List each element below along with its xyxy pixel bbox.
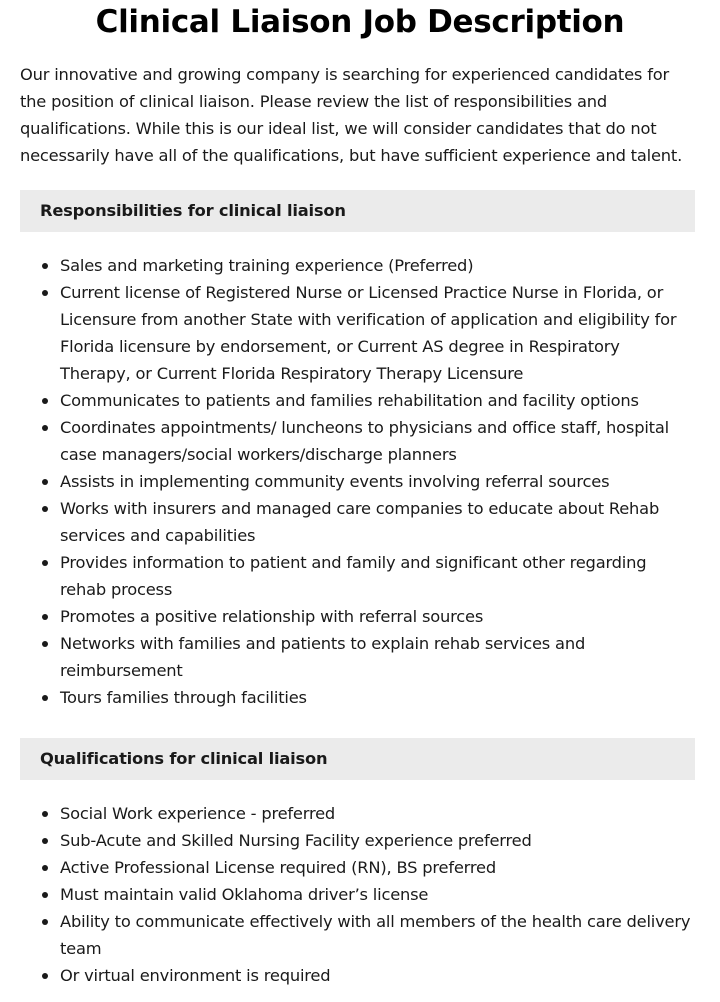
bullet-icon <box>42 908 48 935</box>
bullet-icon <box>42 962 48 989</box>
list-item <box>60 495 695 549</box>
list-item-text: Promotes a positive relationship with referral sources <box>60 607 484 626</box>
list-item <box>60 908 695 962</box>
list-item-text: Provides information to patient and family and significant other regarding rehab process <box>60 553 647 599</box>
list-item-text: Current license of Registered Nurse or Licensed Practice Nurse in Florida, or Licensure from another State with verification of application and eligibility for Florida licensure by endorsement, or Current AS degree in Respiratory Therapy, or Current Florida Respiratory Therapy Licensure <box>60 283 677 383</box>
responsibilities-heading: Responsibilities for clinical liaison <box>20 190 695 232</box>
bullet-icon <box>42 603 48 630</box>
qualifications-list <box>0 800 720 989</box>
list-item-text: Or virtual environment is required <box>60 966 331 985</box>
list-item <box>60 800 695 827</box>
list-item-text: Coordinates appointments/ luncheons to physicians and office staff, hospital case managers/social workers/discharge planners <box>60 418 669 464</box>
list-item-text: Active Professional License required (RN), BS preferred <box>60 858 496 877</box>
list-item-text: Works with insurers and managed care companies to educate about Rehab services and capabilities <box>60 499 660 545</box>
list-item-text: Sales and marketing training experience (Preferred) <box>60 256 474 275</box>
list-item <box>60 854 695 881</box>
list-item-text: Networks with families and patients to explain rehab services and reimbursement <box>60 634 586 680</box>
list-item <box>60 468 695 495</box>
page-title: Clinical Liaison Job Description <box>95 4 625 40</box>
list-item-text: Ability to communicate effectively with all members of the health care delivery team <box>60 912 691 958</box>
list-item <box>60 279 695 387</box>
list-item-text: Social Work experience - preferred <box>60 804 336 823</box>
list-item-text: Tours families through facilities <box>60 688 307 707</box>
list-item <box>60 549 695 603</box>
list-item <box>60 881 695 908</box>
bullet-icon <box>42 387 48 414</box>
bullet-icon <box>42 252 48 279</box>
list-item-text: Assists in implementing community events involving referral sources <box>60 472 610 491</box>
bullet-icon <box>42 854 48 881</box>
qualifications-heading: Qualifications for clinical liaison <box>20 738 695 780</box>
list-item <box>60 962 695 989</box>
bullet-icon <box>42 800 48 827</box>
bullet-icon <box>42 414 48 441</box>
bullet-icon <box>42 549 48 576</box>
list-item <box>60 603 695 630</box>
responsibilities-list <box>0 252 720 711</box>
bullet-icon <box>42 684 48 711</box>
bullet-icon <box>42 279 48 306</box>
intro-paragraph: Our innovative and growing company is searching for experienced candidates for the position of clinical liaison. Please review the list of responsibilities and qualifications. While this is our ideal list, we will consider candidates that do not necessarily have all of the qualifications, but have sufficient experience and talent. <box>20 65 683 165</box>
list-item-text: Sub-Acute and Skilled Nursing Facility experience preferred <box>60 831 532 850</box>
list-item <box>60 252 695 279</box>
list-item-text: Communicates to patients and families rehabilitation and facility options <box>60 391 639 410</box>
list-item <box>60 387 695 414</box>
list-item <box>60 684 695 711</box>
list-item-text: Must maintain valid Oklahoma driver’s license <box>60 885 429 904</box>
bullet-icon <box>42 630 48 657</box>
bullet-icon <box>42 495 48 522</box>
list-item <box>60 827 695 854</box>
bullet-icon <box>42 468 48 495</box>
bullet-icon <box>42 881 48 908</box>
list-item <box>60 630 695 684</box>
list-item <box>60 414 695 468</box>
bullet-icon <box>42 827 48 854</box>
